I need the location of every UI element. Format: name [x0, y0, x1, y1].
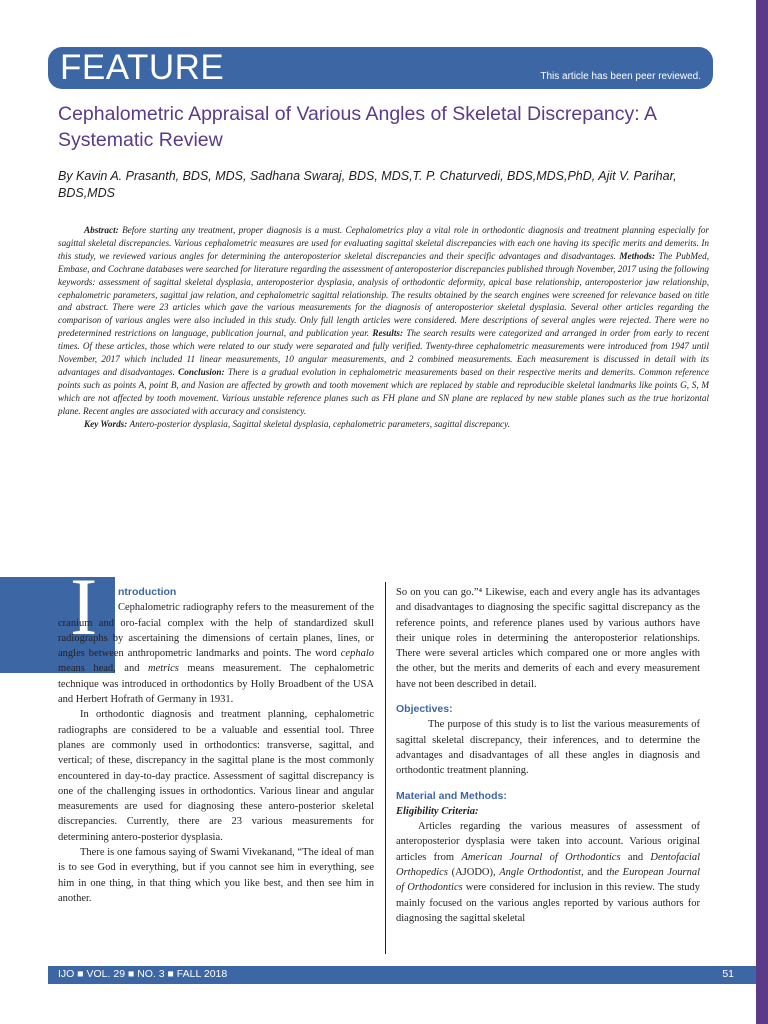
abstract-label: Abstract: [84, 225, 119, 235]
feature-banner [48, 47, 713, 89]
intro-p1-text-c: means measurement. The cephalometric technique was introduced in orthodontics by Holly Broadbent of the USA and Herbert Hofrath of Germany in 1931. [58, 663, 374, 706]
methods-label: Methods: [619, 250, 656, 261]
peer-review-note: This article has been peer reviewed. [540, 71, 701, 82]
keywords-label: Key Words: [84, 418, 128, 429]
journal-angle: Angle Orthodontist [499, 867, 582, 879]
intro-paragraph-4: So on you can go.”⁴ Likewise, each and every angle has its advantages and disadvantages to diagnosing the specific sagittal discrepancy as the reference points, and reference planes used by various authors have their unique roles in determining the anteroposterior relationships. There were several articles which compared one or more angles with the other, but the merits and demerits of each and every measurement have not been described in detail. [396, 587, 700, 690]
results-text: The search results were categorized and arranged in order from early to recent times. Of these articles, those which were related to our study were separated and fully verified. Twenty-three cephalometric measurements were introduced from 1947 until November, 2017 which included 11 linear measurements, 10 angular measurements, and 2 combined measurements. Each measurement is discussed in detail with its advantages and disadvantages. [58, 328, 709, 377]
intro-hanging-block [58, 585, 374, 600]
abstract-text: Before starting any treatment, proper diagnosis is a must. Cephalometrics play a vital role in orthodontic diagnosis and treatment planning especially for sagittal skeletal discrepancies. Various cephalometric measures are used for evaluating sagittal skeletal discrepancies with each one having its specific merits and demerits. In this study, we reviewed various angles for determining the anteroposterior skeletal discrepancies and their specific advantages and disadvantages. [58, 225, 709, 261]
eligibility-subheading: Eligibility Criteria: [396, 805, 479, 817]
intro-heading: ntroduction [118, 586, 177, 598]
intro-paragraph-1 [58, 600, 374, 707]
journal-european: the European Journal of Orthodontics [396, 867, 700, 894]
feature-label: FEATURE [60, 48, 225, 87]
methods-heading: Material and Methods: [396, 789, 507, 802]
methods-text-1: Articles regarding the various measures of assessment of anteroposterior dysplasia were taken into account. Various original articles from [396, 821, 700, 863]
intro-paragraph-2: In orthodontic diagnosis and treatment planning, cephalometric radiographs are considered to be a valuable and essential tool. Three planes are commonly used in orthodontics: transverse, sagittal, and vertical; of these, discrepancy in the sagittal plane is the most commonly encountered in day-to-day practice. Assessment of sagittal discrepancy is one of the challenging issues in orthodontics. Various linear and angular measurements are used for diagnosing these antero-posterior skeletal discrepancies. Currently, there are 23 various measurements for determining antero-posterior dysplasia. [58, 709, 374, 843]
intro-p1-text-b: means head, and [58, 663, 148, 675]
methods-paragraph [396, 819, 700, 926]
methods-text-5: were considered for inclusion in this review. The study mainly focused on the various angles reported by various authors for diagnosing the sagittal skeletal [396, 882, 701, 924]
intro-paragraph-3: There is one famous saying of Swami Vivekanand, “The ideal of man is to see God in everything, but if you cannot see him in everything, see him in one thing, in that thing which you like best, and then see him in another. [58, 847, 374, 904]
side-accent-bar [756, 0, 768, 1024]
methods-text: The PubMed, Embase, and Cochrane databases were searched for literature regarding the assessment of anteroposterior discrepancies published through November, 2017 using the following keywords: assessment of sagittal skeletal dysplasia, anteroposterior dysplasia, analysis of orthodontic deformity, apical base relationship, anteroposterior jaw relationship, cephalometric parameters, sagittal jaw relation, and cephalometric sagittal relationship. The results obtained by the search engines were screened for relevance based on title and abstract. There were 23 articles which gave the various measurements for the diagnosis of anteroposterior skeletal dysplasia. Several other articles regarding the comparison of various angles were also included in this study. Only full length articles were considered. Mere descriptions of several angles were rejected. There were no predetermined restrictions on language, publication journal, and publication year. [58, 250, 710, 339]
results-label: Results: [372, 328, 404, 339]
dropcap-letter: I [70, 561, 98, 652]
article-title: Cephalometric Appraisal of Various Angles of Skeletal Discrepancy: A Systematic Review [58, 103, 656, 151]
abstract-paragraph [58, 224, 709, 418]
intro-p1-em-metrics: metrics [147, 663, 179, 675]
methods-text-2: and [620, 851, 651, 863]
abstract [58, 224, 709, 431]
objectives-paragraph: The purpose of this study is to list the various measurements of sagittal skeletal discrepancy, their inferences, and to determine the advantages and disadvantages of all these angles in diagnosis and orthodontic treatment planning. [396, 719, 700, 777]
methods-text-3: (AJODO), [447, 867, 500, 879]
objectives-heading: Objectives: [396, 703, 453, 716]
column-divider [385, 582, 386, 954]
conclusion-label: Conclusion: [178, 366, 225, 377]
conclusion-text: There is a gradual evolution in cephalometric measurements based on their respective merits and demerits. Common reference points such as points A, point B, and Nasion are affected by growth and tooth movement which are replaced by stable and reproducible skeletal landmarks like points G, S, M which are not affected by tooth movement. Various unstable reference planes such as FH plane and SN plane are replaced by new stable planes such as the true horizontal plane. Recent angles are associated with accuracy and consistency. [58, 366, 710, 416]
left-column [58, 585, 374, 906]
intro-p1-text-a: Cephalometric radiography refers to the measurement of the cranium and oro-facial complex with the help of standardized skull radiographs by ascertaining the dimensions of certain planes, lines, or angles between anthropometric landmarks and points. The word [58, 602, 374, 660]
methods-text-4: , and [581, 867, 607, 879]
journal-issue: IJO ■ VOL. 29 ■ NO. 3 ■ FALL 2018 [58, 968, 228, 980]
keywords-text: Antero-posterior dysplasia, Sagittal skeletal dysplasia, cephalometric parameters, sagittal discrepancy. [129, 418, 511, 429]
intro-p1-em-cephalo: cephalo [340, 648, 374, 660]
right-column [396, 585, 700, 926]
journal-dentofacial: Dentofacial Orthopedics [396, 851, 700, 879]
article-authors: By Kavin A. Prasanth, BDS, MDS, Sadhana Swaraj, BDS, MDS,T. P. Chaturvedi, BDS,MDS,PhD, Ajit V. Parihar, BDS,MDS [58, 169, 677, 200]
journal-ajo: American Journal of Orthodontics [461, 851, 621, 863]
page-footer [48, 966, 756, 984]
keywords-paragraph [58, 418, 709, 431]
page-number: 51 [722, 968, 734, 980]
